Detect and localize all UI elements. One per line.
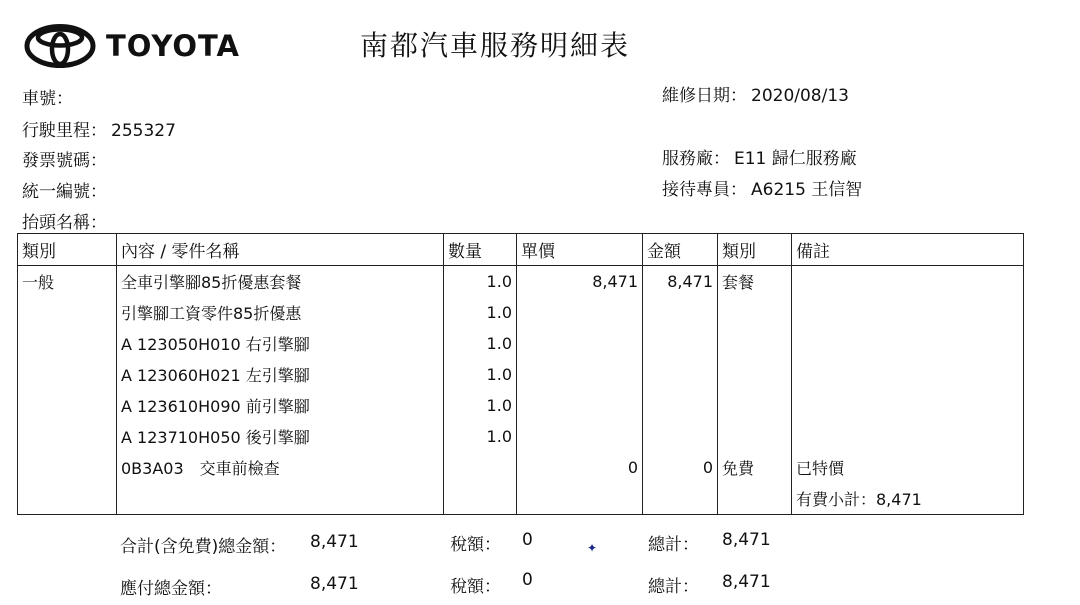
cell-amount <box>643 359 718 390</box>
cell-amount <box>643 328 718 359</box>
field-invoice-number <box>22 146 111 171</box>
field-repair-date <box>662 81 849 106</box>
cell-quantity: 1.0 <box>444 421 517 452</box>
cell-type <box>718 297 792 328</box>
cell-type <box>718 328 792 359</box>
summary-payable-value: 8,471 <box>310 574 359 594</box>
cell-type <box>718 390 792 421</box>
summary-total-incl-free-value: 8,471 <box>310 532 359 552</box>
field-label: 行駛里程： <box>22 121 107 141</box>
cell-type: 套餐 <box>718 266 792 297</box>
cell-type <box>718 483 792 514</box>
column-header-type: 類別 <box>718 234 792 266</box>
summary-payable-label: 應付總金額： <box>120 579 222 599</box>
field-value: 2020/08/13 <box>751 86 849 106</box>
field-label: 發票號碼： <box>22 151 107 171</box>
cell-type: 免費 <box>718 452 792 483</box>
field-label: 服務廠： <box>662 149 730 169</box>
table-row <box>18 483 1024 514</box>
field-invoice-title <box>22 208 111 233</box>
cell-amount: 8,471 <box>643 266 718 297</box>
cell-type <box>718 359 792 390</box>
cell-unit-price <box>517 390 643 421</box>
field-value: 255327 <box>111 121 176 141</box>
table-row <box>18 266 1024 297</box>
cell-quantity <box>444 483 517 514</box>
field-service-advisor <box>662 175 862 200</box>
table-row <box>18 390 1024 421</box>
cell-remarks: 已特價 <box>792 452 1024 483</box>
field-tax-id <box>22 177 111 202</box>
table-row <box>18 297 1024 328</box>
cell-quantity: 1.0 <box>444 297 517 328</box>
cell-category <box>18 297 117 328</box>
page-title: 南都汽車服務明細表 <box>360 29 631 62</box>
cell-quantity <box>444 452 517 483</box>
cell-category <box>18 483 117 514</box>
cell-amount: 0 <box>643 452 718 483</box>
cell-quantity: 1.0 <box>444 359 517 390</box>
cell-unit-price <box>517 421 643 452</box>
field-value: A6215 王信智 <box>751 180 863 200</box>
field-label: 接待專員： <box>662 180 747 200</box>
cell-amount <box>643 297 718 328</box>
cell-description: A 123710H050 後引擎腳 <box>117 421 444 452</box>
cell-description: A 123050H010 右引擎腳 <box>117 328 444 359</box>
cell-description: 全車引擎腳85折優惠套餐 <box>117 266 444 297</box>
cell-remarks <box>792 328 1024 359</box>
summary-tax-label: 稅額： <box>450 577 501 597</box>
cell-description: 引擎腳工資零件85折優惠 <box>117 297 444 328</box>
table-row <box>18 359 1024 390</box>
column-header-amount: 金額 <box>643 234 718 266</box>
brand-name: TOYOTA <box>106 29 240 63</box>
cell-unit-price <box>517 359 643 390</box>
field-label: 維修日期： <box>662 86 747 106</box>
toyota-logo <box>24 24 240 68</box>
table-row <box>18 421 1024 452</box>
cell-description: A 123060H021 左引擎腳 <box>117 359 444 390</box>
cell-unit-price <box>517 297 643 328</box>
summary-grand-total-label: 總計： <box>648 577 699 597</box>
field-label: 統一編號： <box>22 182 107 202</box>
field-service-center <box>662 144 857 169</box>
cell-category: 一般 <box>18 266 117 297</box>
cell-amount <box>643 421 718 452</box>
field-mileage <box>22 116 176 141</box>
summary-tax-value: 0 <box>522 530 533 550</box>
cell-quantity: 1.0 <box>444 266 517 297</box>
summary-total-incl-free-label: 合計(含免費)總金額： <box>120 537 287 557</box>
cell-remarks <box>792 421 1024 452</box>
table-row <box>18 452 1024 483</box>
cell-description: 0B3A03 交車前檢查 <box>117 452 444 483</box>
cell-description: A 123610H090 前引擎腳 <box>117 390 444 421</box>
cell-remarks <box>792 297 1024 328</box>
field-label: 抬頭名稱： <box>22 213 107 233</box>
cell-category <box>18 390 117 421</box>
cell-type <box>718 421 792 452</box>
service-items-table <box>17 233 1024 515</box>
cell-category <box>18 452 117 483</box>
cell-category <box>18 421 117 452</box>
summary-tax-value: 0 <box>522 570 533 590</box>
ink-mark: ✦ <box>587 541 598 555</box>
cell-quantity: 1.0 <box>444 390 517 421</box>
cell-amount <box>643 483 718 514</box>
cell-quantity: 1.0 <box>444 328 517 359</box>
field-label: 車號： <box>22 89 73 109</box>
summary-grand-total-label: 總計： <box>648 535 699 555</box>
cell-remarks <box>792 266 1024 297</box>
cell-remarks <box>792 390 1024 421</box>
field-value: E11 歸仁服務廠 <box>734 149 857 169</box>
summary-grand-total-value: 8,471 <box>722 572 771 592</box>
cell-unit-price: 8,471 <box>517 266 643 297</box>
column-header-remarks: 備註 <box>792 234 1024 266</box>
field-car-number <box>22 84 77 109</box>
cell-category <box>18 328 117 359</box>
paid-subtotal: 有費小計：8,471 <box>792 483 1024 514</box>
cell-description <box>117 483 444 514</box>
cell-unit-price <box>517 328 643 359</box>
cell-remarks <box>792 359 1024 390</box>
summary-grand-total-value: 8,471 <box>722 530 771 550</box>
cell-unit-price <box>517 483 643 514</box>
column-header-quantity: 數量 <box>444 234 517 266</box>
column-header-description: 內容 / 零件名稱 <box>117 234 444 266</box>
column-header-unit-price: 單價 <box>517 234 643 266</box>
table-header-row <box>18 234 1024 266</box>
summary-tax-label: 稅額： <box>450 535 501 555</box>
toyota-emblem-icon <box>24 24 96 68</box>
column-header-category: 類別 <box>18 234 117 266</box>
table-row <box>18 328 1024 359</box>
cell-amount <box>643 390 718 421</box>
cell-category <box>18 359 117 390</box>
cell-unit-price: 0 <box>517 452 643 483</box>
